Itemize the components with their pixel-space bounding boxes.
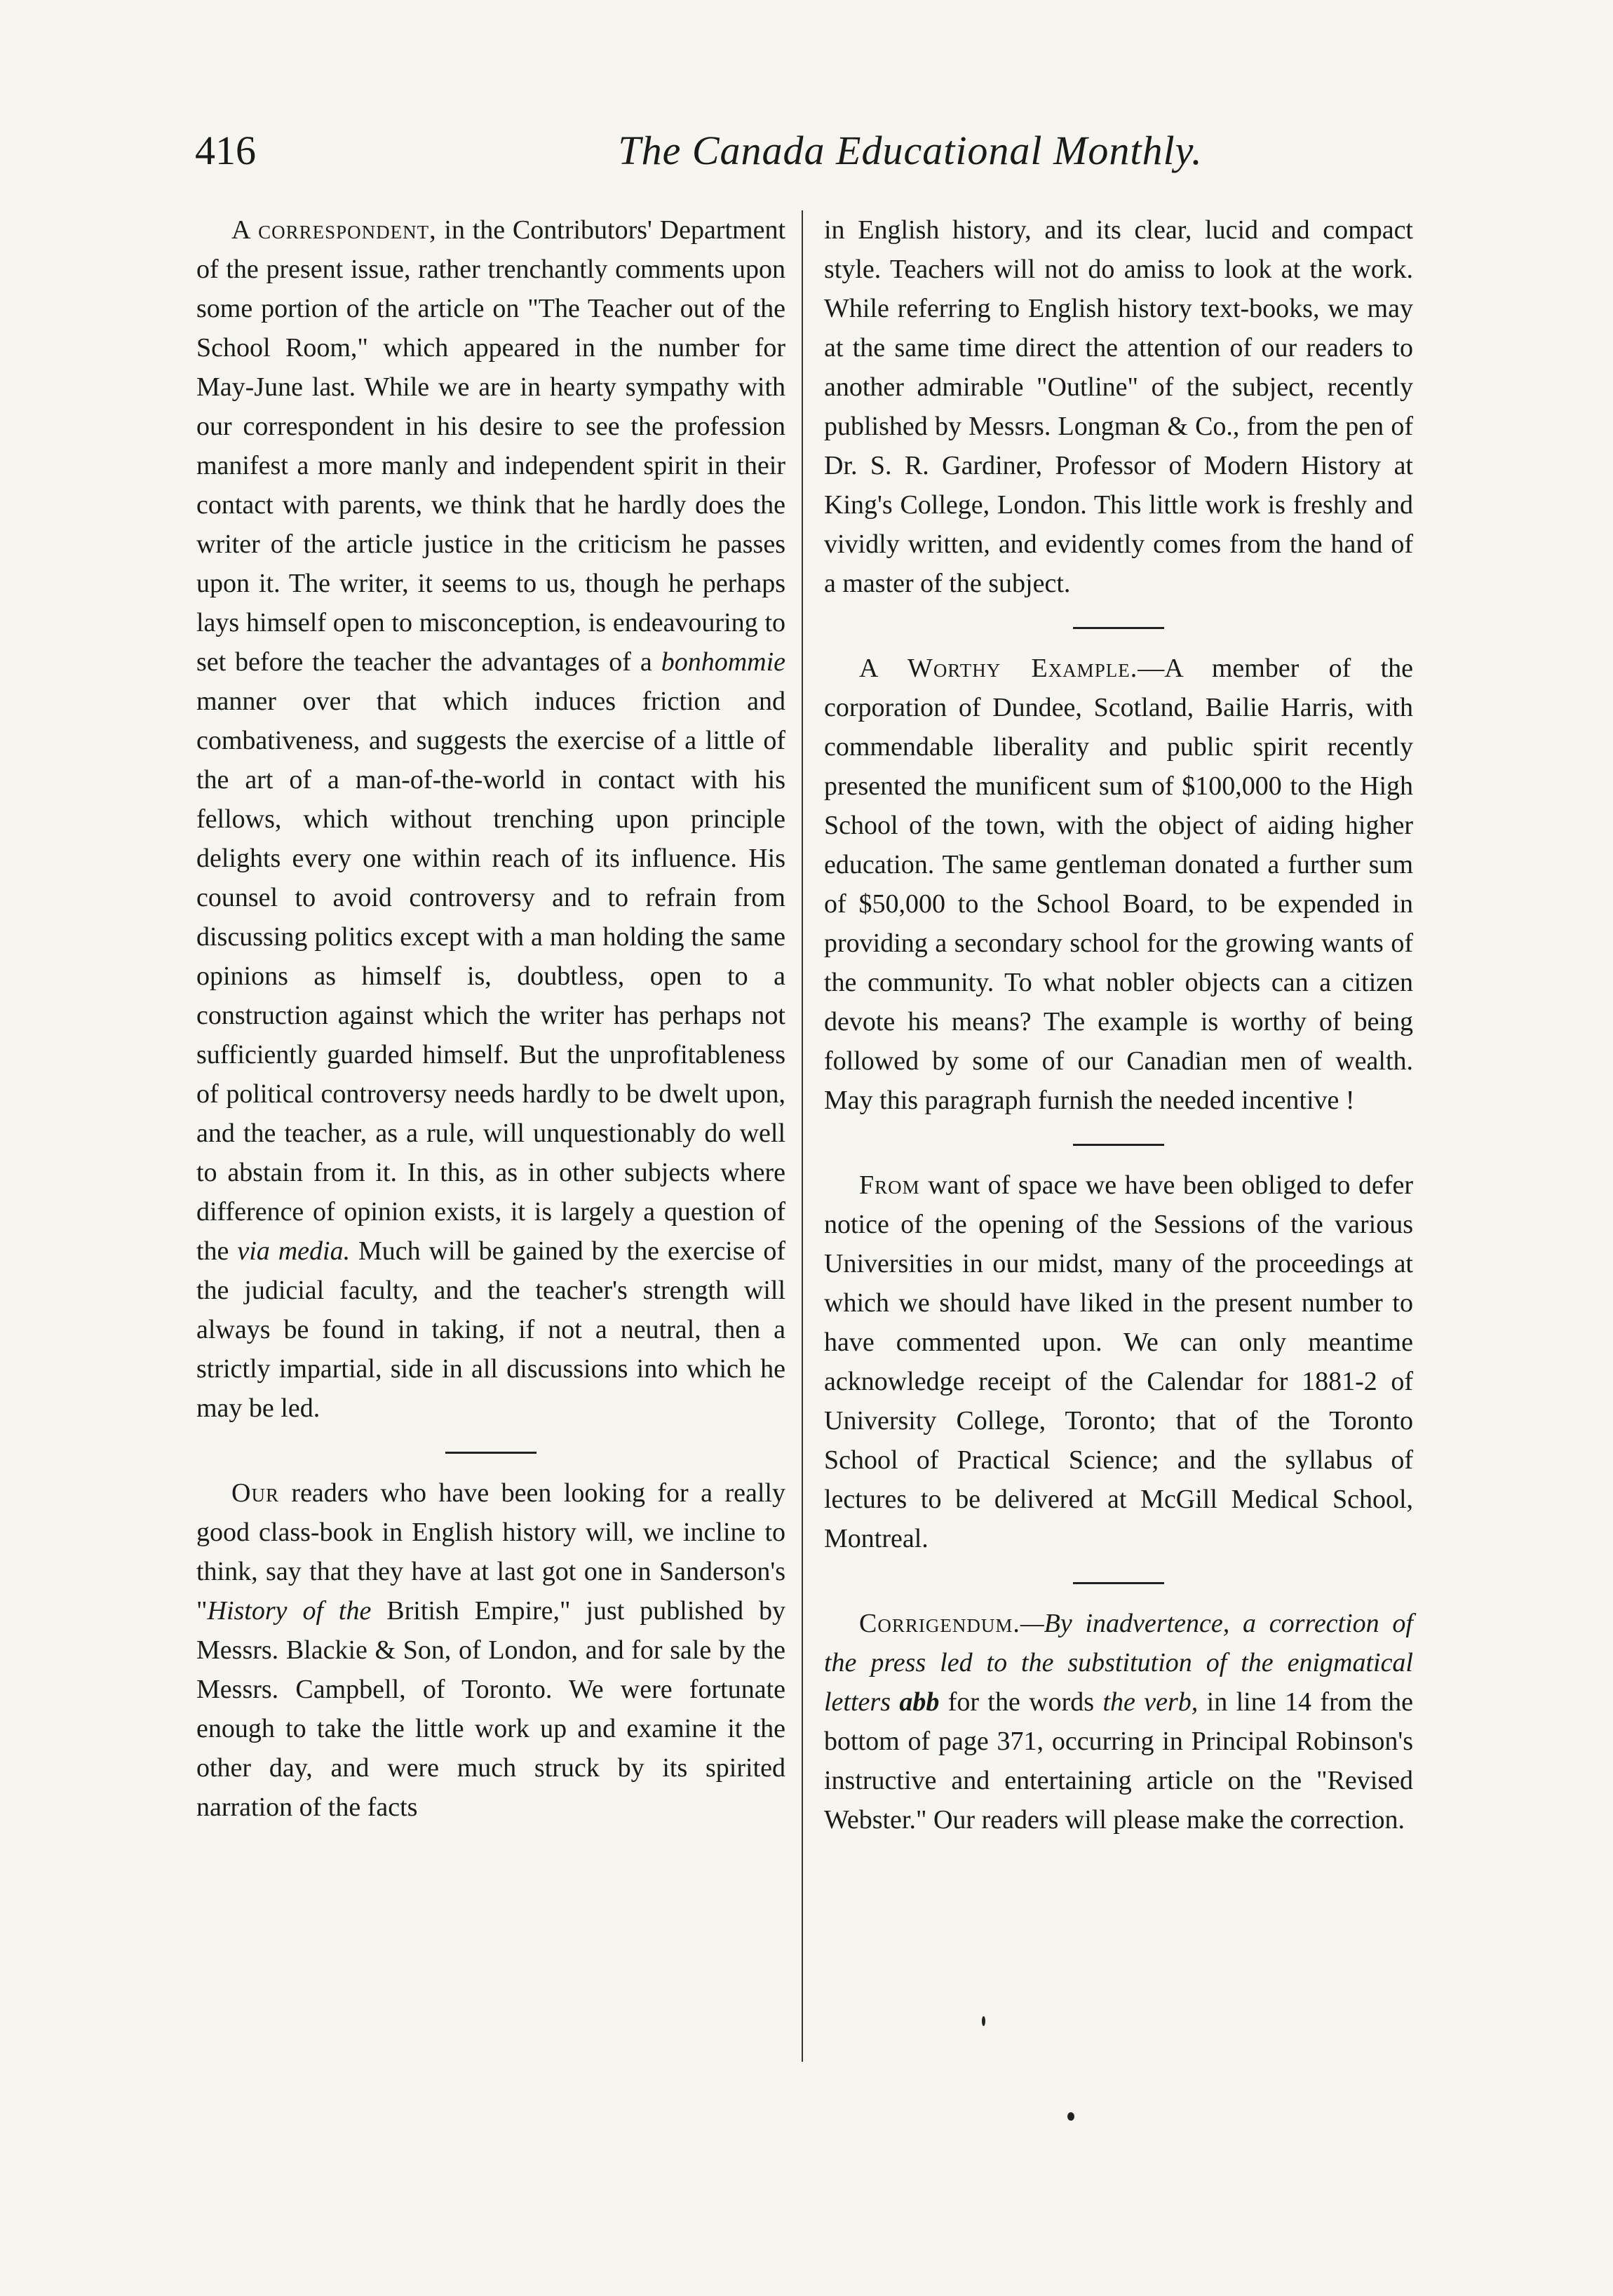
- paragraph-text: British Empire," just published by Messrs. Blackie & Son, of London, and for sale by the Messrs. Campbell, of Toronto. We were fortunate enough to take the little work up and examine it the other day, and were much struck by its spirited narration of the facts: [196, 1596, 785, 1822]
- italic-phrase: abb: [899, 1687, 940, 1717]
- paragraph-text: manner over that which induces friction and combativeness, and suggests the exercise of a little of the art of a man-of-the-world in contact with his fellows, which without trenching upon principle delights every one within reach of its influence. His counsel to avoid controversy and to refrain from discussing politics except with a man holding the same opinions as himself is, doubtless, open to a construction against which the writer has perhaps not sufficiently guarded himself. But the unprofitableness of political controversy needs hardly to be dwelt upon, and the teacher, as a rule, will unquestionably do well to abstain from it. In this, as in other subjects where difference of opinion exists, it is largely a question of the: [196, 687, 785, 1266]
- running-title: The Canada Educational Monthly.: [618, 128, 1203, 173]
- paragraph-text: in the Contributors' Department of the present issue, rather trenchantly comments upon some portion of the article on "The Teacher out of the School Room," which appeared in the number for May-June last. While we are in hearty sympathy with our correspondent in his desire to see the profession manifest a more manly and independent spirit in their contact with parents, we think that he hardly does the writer of the article justice in the criticism he passes upon it. The writer, it seems to us, though he perhaps lays himself open to misconception, is endeavouring to set before the teacher the advantages of a: [196, 215, 786, 677]
- paragraph-text: readers who have been looking for a really good class-book in English history will, we incline to think, say that they have at last got one in Sanderson's ": [196, 1478, 785, 1626]
- lead-in: Our: [231, 1478, 279, 1508]
- lead-in: Corrigendum.: [859, 1609, 1020, 1638]
- editorial-paragraph-corrigendum: [824, 1604, 1413, 1839]
- editorial-paragraph-worthy-example: [824, 649, 1413, 1120]
- left-column: [196, 210, 785, 1827]
- italic-phrase: History of the: [207, 1596, 372, 1626]
- editorial-paragraph-correspondent: [196, 210, 785, 1428]
- section-divider: [445, 1452, 536, 1454]
- paragraph-text: in English history, and its clear, lucid and compact style. Teachers will not do amiss to look at the work. While referring to English history text-books, we may at the same time direct the attention of our readers to another admirable "Outline" of the subject, recently published by Messrs. Longman & Co., from the pen of Dr. S. R. Gardiner, Professor of Modern History at King's College, London. This little work is freshly and vividly written, and evidently comes from the hand of a master of the subject.: [824, 215, 1413, 598]
- column-rule: [802, 210, 803, 2062]
- paragraph-text: Much will be gained by the exercise of the judicial faculty, and the teacher's strength will always be found in taking, if not a neutral, then a strictly impartial, side in all discussions into which he may be led.: [196, 1236, 785, 1423]
- section-divider: [1073, 1582, 1164, 1584]
- lead-in: From: [859, 1170, 920, 1200]
- paragraph-text: for the words: [939, 1687, 1103, 1717]
- paragraph-text: —By inadvertence, a correction of the press led to the substitution of the enigmatical letters: [824, 1609, 1413, 1717]
- right-column: [824, 210, 1413, 1839]
- section-divider: [1073, 627, 1164, 629]
- italic-phrase: the verb,: [1102, 1687, 1199, 1717]
- editorial-paragraph-universities: [824, 1166, 1413, 1558]
- ink-speck: [982, 2016, 985, 2026]
- italic-phrase: bonhommie: [661, 647, 785, 677]
- paragraph-text: —A member of the corporation of Dundee, Scotland, Bailie Harris, with commendable liberality and public spirit recently presented the munificent sum of $100,000 to the High School of the town, with the object of aiding higher education. The same gentleman donated a further sum of $50,000 to the School Board, to be expended in providing a secondary school for the growing wants of the community. To what nobler objects can a citizen devote his means? The example is worthy of being followed by some of our Canadian men of wealth. May this paragraph furnish the needed incentive !: [824, 654, 1413, 1115]
- italic-phrase: via media.: [237, 1236, 351, 1266]
- lead-in: A correspondent,: [231, 215, 437, 245]
- page-number: 416: [195, 128, 256, 173]
- section-divider: [1073, 1144, 1164, 1146]
- editorial-paragraph-history-book: [196, 1473, 785, 1827]
- paragraph-text: in line 14 from the bottom of page 371, occurring in Principal Robinson's instructive and entertaining article on the "Revised Webster." Our readers will please make the correction.: [824, 1687, 1413, 1835]
- paragraph-text: want of space we have been obliged to defer notice of the opening of the Sessions of the various Universities in our midst, many of the proceedings at which we should have liked in the present number to have commented upon. We can only meantime acknowledge receipt of the Calendar for 1881-2 of University College, Toronto; that of the Toronto School of Practical Science; and the syllabus of lectures to be delivered at McGill Medical School, Montreal.: [824, 1170, 1413, 1553]
- editorial-paragraph-continued: [824, 210, 1413, 603]
- ink-speck: [1067, 2112, 1074, 2121]
- page-header: [195, 119, 1450, 182]
- lead-in: A Worthy Example.: [859, 654, 1138, 683]
